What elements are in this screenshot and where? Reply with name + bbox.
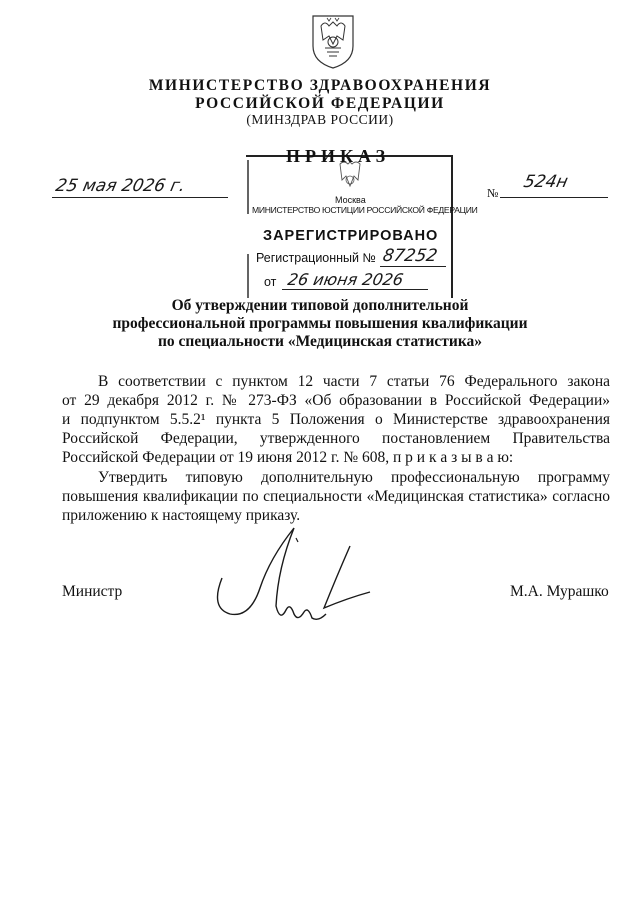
ministry-name-line1: МИНИСТЕРСТВО ЗДРАВООХРАНЕНИЯ	[148, 77, 492, 94]
order-title-line3: по специальности «Медицинская статистика»	[157, 333, 483, 350]
order-date: 25 мая 2026 г.	[53, 176, 188, 196]
stamp-date-label: от	[264, 275, 277, 289]
body-line: от 29 декабря 2012 г. № 273-ФЗ «Об образовании в Российской Федерации»	[62, 392, 610, 409]
stamp-city: Москва	[335, 195, 366, 205]
body-line: Российской Федерации, утвержденного постановлением Правительства	[62, 430, 610, 447]
stamp-date: 26 июня 2026	[286, 270, 405, 289]
coat-of-arms-icon	[307, 12, 359, 70]
order-type: ПРИКАЗ	[286, 146, 391, 166]
stamp-date-underline	[282, 289, 428, 290]
order-title-line1: Об утверждении типовой дополнительной	[171, 297, 469, 314]
signatory-name: М.А. Мурашко	[510, 583, 609, 600]
body-paragraph-1	[62, 372, 610, 467]
body-line: приложению к настоящему приказу.	[62, 507, 301, 524]
body-line: повышения квалификации по специальности «Медицинская статистика» согласно	[62, 488, 610, 505]
order-number: 524н	[521, 172, 570, 192]
order-number-label: №	[487, 186, 499, 200]
body-paragraph-2	[62, 468, 610, 525]
ministry-name-line2: РОССИЙСКОЙ ФЕДЕРАЦИИ	[195, 95, 445, 112]
stamp-reg-number-label: Регистрационный №	[256, 251, 376, 265]
body-line: Утвердить типовую дополнительную профессиональную программу	[98, 469, 610, 486]
stamp-reg-number-underline	[380, 266, 446, 267]
body-line: и подпунктом 5.5.2¹ пункта 5 Положения о Министерстве здравоохранения	[62, 411, 610, 428]
stamp-reg-number: 87252	[381, 246, 439, 266]
order-date-underline	[52, 197, 228, 198]
stamp-registered: ЗАРЕГИСТРИРОВАНО	[263, 228, 439, 244]
order-title-line2: профессиональной программы повышения квалификации	[112, 315, 528, 332]
body-line: В соответствии с пунктом 12 части 7 статьи 76 Федерального закона	[98, 373, 610, 390]
stamp-organization: МИНИСТЕРСТВО ЮСТИЦИИ РОССИЙСКОЙ ФЕДЕРАЦИИ	[252, 205, 478, 215]
handwritten-signature	[200, 518, 390, 638]
signatory-position: Министр	[62, 583, 123, 600]
order-number-underline	[500, 197, 608, 198]
ministry-short-name: (МИНЗДРАВ РОССИИ)	[246, 112, 394, 127]
body-line: Российской Федерации от 19 июня 2012 г. № 608, п р и к а з ы в а ю:	[62, 449, 514, 466]
